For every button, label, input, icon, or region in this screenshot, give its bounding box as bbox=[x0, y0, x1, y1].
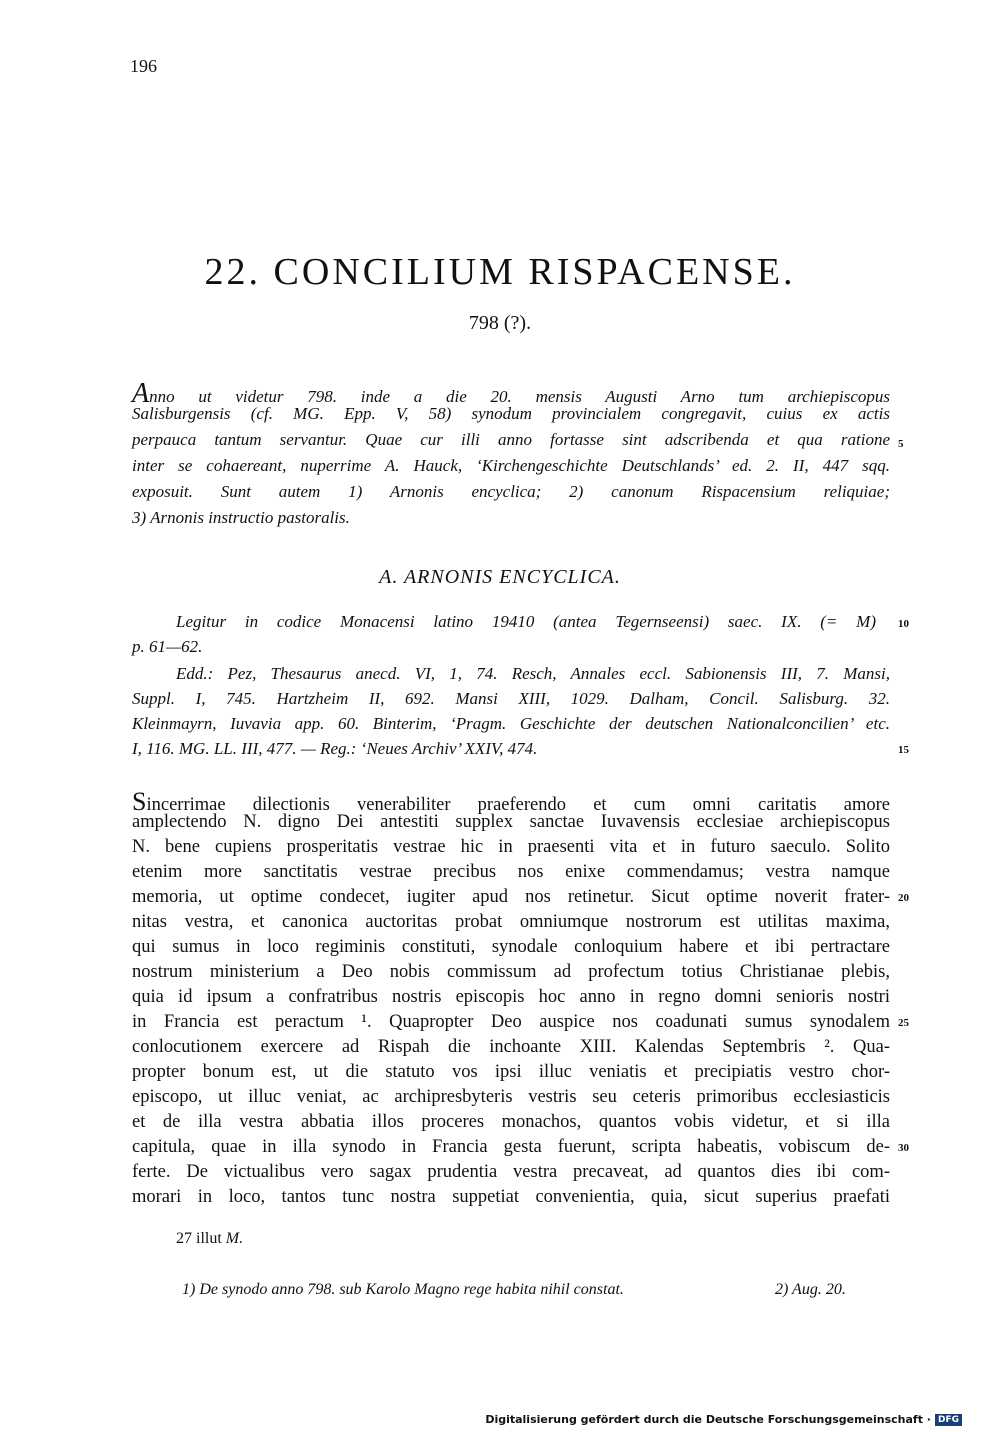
line-number: 30 bbox=[898, 1142, 909, 1154]
line-number: 10 bbox=[898, 618, 909, 630]
drop-initial: S bbox=[132, 787, 147, 816]
footnote-1: 1) De synodo anno 798. sub Karolo Magno rege habita nihil constat. bbox=[182, 1281, 624, 1298]
editions-line: Suppl. I, 745. Hartzheim II, 692. Mansi XIII, 1029. Dalham, Concil. Salisburg. 32. bbox=[132, 689, 890, 708]
line-number: 20 bbox=[898, 892, 909, 904]
body-line: amplectendo N. digno Dei antestiti supplex sanctae Iuvavensis ecclesiae archiepiscopus bbox=[132, 812, 890, 832]
drop-initial: A bbox=[132, 378, 150, 409]
variant-note: 27 illut M. bbox=[176, 1230, 244, 1247]
body-line: in Francia est peractum ¹. Quapropter Deo auspice nos coadunati sumus synodalem bbox=[132, 1012, 890, 1032]
body-line: quia id ipsum a confratribus nostris episcopis hoc anno in regno domni senioris nostri bbox=[132, 987, 890, 1007]
intro-line: inter se cohaereant, nuperrime A. Hauck, ‘Kirchengeschichte Deutschlands’ ed. 2. II, 447 sqq. bbox=[132, 456, 890, 475]
body-line: propter bonum est, ut die statuto vos ipsi illuc veniatis et precipiatis vestro chor- bbox=[132, 1062, 890, 1082]
section-title: A. ARNONIS ENCYCLICA. bbox=[379, 566, 621, 588]
intro-line: exposuit. Sunt autem 1) Arnonis encyclica; 2) canonum Rispacensium reliquiae; bbox=[132, 482, 890, 501]
council-date: 798 (?). bbox=[468, 312, 532, 334]
intro-line: Salisburgensis (cf. MG. Epp. V, 58) synodum provincialem congregavit, cuius ex actis bbox=[132, 404, 890, 423]
body-line: episcopo, ut illuc veniat, ac archipresbyteris vestris seu ceteris primoribus ecclesiasticis bbox=[132, 1087, 890, 1107]
body-line: morari in loco, tantos tunc nostra suppetiat convenientia, quia, sicut superius praefati bbox=[132, 1187, 890, 1207]
page-title: 22. CONCILIUM RISPACENSE. bbox=[204, 251, 796, 293]
body-line: capitula, quae in illa synodo in Francia gesta fuerunt, scripta habeatis, vobiscum de- bbox=[132, 1137, 890, 1157]
footnote-2: 2) Aug. 20. bbox=[775, 1281, 846, 1298]
intro-line: Anno ut videtur 798. inde a die 20. mensis Augusti Arno tum archiepiscopus bbox=[132, 378, 890, 409]
editions-line: Kleinmayrn, Iuvavia app. 60. Binterim, ‘Pragm. Geschichte der deutschen Nationalconcilien’ etc. bbox=[132, 714, 890, 733]
body-line: etenim more sanctitatis vestrae precibus nos enixe commendamus; vestra namque bbox=[132, 862, 890, 882]
body-line: N. bene cupiens prosperitatis vestrae hic in praesenti vita et in futuro saeculo. Solito bbox=[132, 837, 890, 857]
body-line: et de illa vestra abbatia illos proceres monachos, quantos vobis videtur, et si illa bbox=[132, 1112, 890, 1132]
body-line: nitas vestra, et canonica auctoritas probat omniumque nostrorum est utilitas maxima, bbox=[132, 912, 890, 932]
line-number: 5 bbox=[898, 438, 904, 450]
editions-line: Edd.: Pez, Thesaurus anecd. VI, 1, 74. Resch, Annales eccl. Sabionensis III, 7. Mansi, bbox=[176, 664, 890, 683]
line-number: 15 bbox=[898, 744, 909, 756]
source-line: p. 61—62. bbox=[132, 637, 203, 656]
line-number: 25 bbox=[898, 1017, 909, 1029]
editions-line: I, 116. MG. LL. III, 477. — Reg.: ‘Neues Archiv’ XXIV, 474. bbox=[132, 739, 538, 758]
intro-line: perpauca tantum servantur. Quae cur illi anno fortasse sint adscribenda et qua ratione bbox=[132, 430, 890, 449]
body-line: Sincerrimae dilectionis venerabiliter praeferendo et cum omni caritatis amore bbox=[132, 787, 890, 816]
dfg-footer bbox=[485, 1413, 962, 1426]
footer-text: Digitalisierung gefördert durch die Deutsche Forschungsgemeinschaft · bbox=[485, 1413, 931, 1426]
body-line: memoria, ut optime condecet, iugiter apud nos retinetur. Sicut optime noverit frater- bbox=[132, 887, 890, 907]
page-number: 196 bbox=[130, 56, 157, 76]
dfg-logo: DFG bbox=[935, 1414, 962, 1426]
body-line: nostrum ministerium a Deo nobis commissum ad profectum totius Christianae plebis, bbox=[132, 962, 890, 982]
source-line: Legitur in codice Monacensi latino 19410 (antea Tegernseensi) saec. IX. (= M) bbox=[176, 612, 876, 631]
body-line: qui sumus in loco regiminis constituti, synodale conloquium habere et ibi pertractare bbox=[132, 937, 890, 957]
intro-line: 3) Arnonis instructio pastoralis. bbox=[132, 508, 350, 527]
body-line: conlocutionem exercere ad Rispah die inchoante XIII. Kalendas Septembris ². Qua- bbox=[132, 1037, 890, 1057]
body-line: ferte. De victualibus vero sagax prudentia vestra precaveat, ad quantos dies ibi com- bbox=[132, 1162, 890, 1182]
